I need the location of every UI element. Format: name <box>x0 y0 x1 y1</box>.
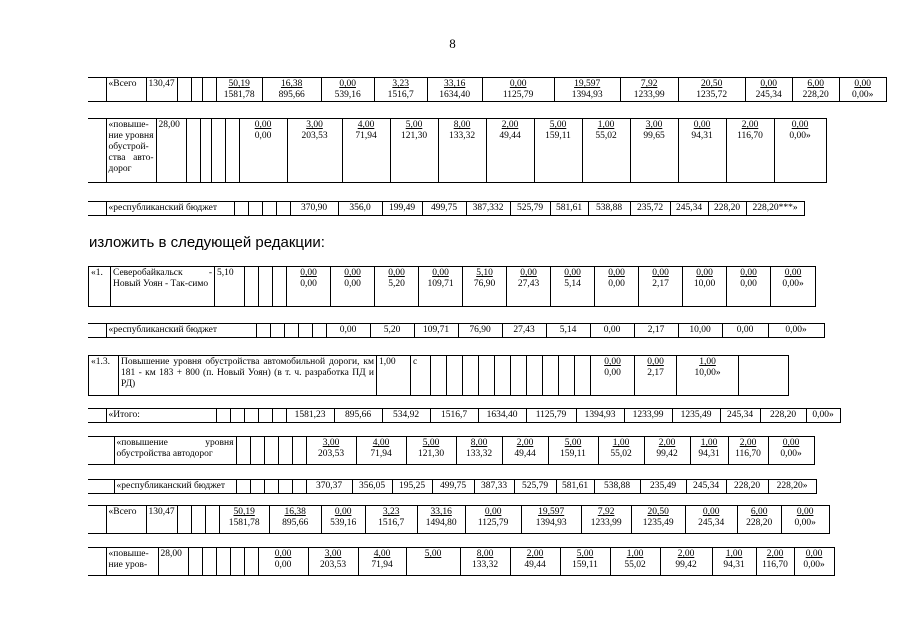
value-cell: 2,00 116,70 <box>756 548 794 576</box>
value-cell: 0,00 2,17 <box>639 267 683 307</box>
value-cell: 19,597 1394,93 <box>521 506 581 534</box>
blank-cell <box>191 78 202 102</box>
blank-cell <box>543 356 559 396</box>
value-cell: 199,49 <box>382 202 422 216</box>
value-cell: 195,25 <box>392 480 432 494</box>
blank-cell <box>88 119 106 183</box>
value-cell: 2,17 <box>634 324 678 338</box>
value-cell: 0,00» <box>768 324 824 338</box>
value-cell: 0,00 <box>722 324 768 338</box>
blank-cell <box>230 409 244 423</box>
blank-cell <box>256 324 270 338</box>
blank-cell <box>236 480 250 494</box>
new-improvement-table-2 <box>88 547 835 576</box>
value-cell: 0,00 0,00» <box>839 78 886 102</box>
value-cell: 1,00 10,00» <box>677 356 739 396</box>
blank-cell <box>88 506 106 534</box>
row-amount: 130,47 <box>146 506 177 534</box>
value-cell: 0,00 94,31 <box>678 119 726 183</box>
row-amount: 5,10 <box>215 267 245 307</box>
value-cell: 5,00 159,11 <box>534 119 582 183</box>
value-cell: 228,20 <box>760 409 806 423</box>
value-cell: 50,19 1581,78 <box>216 78 262 102</box>
value-cell: 1581,23 <box>286 409 334 423</box>
blank-cell <box>88 480 114 494</box>
new-improvement-table <box>88 436 815 465</box>
row-label: «Итого: <box>106 409 216 423</box>
value-cell: 6,00 228,20 <box>737 506 781 534</box>
row-label: «республиканский бюджет <box>114 480 236 494</box>
value-cell: 0,00 0,00» <box>768 437 814 465</box>
blank-cell <box>575 356 591 396</box>
value-cell: 5,14 <box>546 324 590 338</box>
value-cell: 3,00 99,65 <box>630 119 678 183</box>
value-cell: 2,00 49,44 <box>502 437 548 465</box>
blank-cell <box>479 356 495 396</box>
new-budget-table-1 <box>88 323 825 338</box>
value-cell: 356,05 <box>352 480 392 494</box>
blank-cell <box>225 119 239 183</box>
value-cell: 387,332 <box>466 202 510 216</box>
value-cell: 2,00 99,42 <box>644 437 690 465</box>
blank-cell <box>177 506 191 534</box>
blank-cell <box>244 548 258 576</box>
blank-cell <box>273 267 287 307</box>
row-label: «повыше-ние уров- <box>106 548 158 576</box>
value-cell: 0,00 0,00» <box>781 506 829 534</box>
blank-cell <box>205 506 219 534</box>
value-cell: 0,00 <box>326 324 370 338</box>
value-cell: 228,20 <box>708 202 746 216</box>
instruction-heading: изложить в следующей редакции: <box>89 234 325 251</box>
blank-cell <box>188 548 202 576</box>
value-cell: 2,00 49,44 <box>486 119 534 183</box>
new-budget-table-2 <box>88 479 817 494</box>
value-cell: 0,00 2,17 <box>635 356 677 396</box>
value-cell: 235,49 <box>640 480 686 494</box>
row-label: «республиканский бюджет <box>106 202 234 216</box>
value-cell: 228,20***» <box>746 202 804 216</box>
value-cell: 0,00 0,00 <box>287 267 331 307</box>
blank-cell <box>234 202 248 216</box>
value-cell: 2,00 99,42 <box>660 548 712 576</box>
value-cell: 5,20 <box>370 324 414 338</box>
value-cell: 3,00 203,53 <box>287 119 342 183</box>
blank-cell <box>250 480 264 494</box>
value-cell: 525,79 <box>510 202 550 216</box>
value-cell: 499,75 <box>422 202 466 216</box>
value-cell: 538,88 <box>594 480 640 494</box>
row-label: Повышение уровня обустройства автомобильной дороги, км 181 - км 183 + 800 (п. Новый Уоян) (в т. ч. разработка ПД и РД) <box>119 356 377 396</box>
blank-cell <box>88 324 106 338</box>
old-improvement-table <box>88 118 827 183</box>
row-label: «повышение уровня обустройства автодорог <box>114 437 236 465</box>
row-label: «Всего <box>106 78 146 102</box>
value-cell: 0,00 1125,79 <box>482 78 554 102</box>
blank-cell <box>236 437 250 465</box>
blank-cell <box>88 409 106 423</box>
row-amount: 1,00 <box>377 356 411 396</box>
value-cell: 895,66 <box>334 409 382 423</box>
blank-cell <box>248 202 262 216</box>
blank-cell <box>272 409 286 423</box>
blank-cell <box>88 202 106 216</box>
value-cell: 5,00 121,30 <box>390 119 438 183</box>
blank-cell <box>292 437 306 465</box>
value-cell: 4,00 71,94 <box>342 119 390 183</box>
value-cell: 4,00 71,94 <box>356 437 406 465</box>
value-cell: 5,10 76,90 <box>463 267 507 307</box>
blank-cell <box>312 324 326 338</box>
value-cell: 356,0 <box>338 202 382 216</box>
value-cell: 1394,93 <box>576 409 624 423</box>
value-cell: 8,00 133,32 <box>460 548 510 576</box>
blank-cell <box>186 119 200 183</box>
row-label: «республиканский бюджет <box>106 324 256 338</box>
value-cell: 3,00 203,53 <box>308 548 358 576</box>
value-cell: 10,00 <box>678 324 722 338</box>
blank-cell <box>262 202 276 216</box>
row-number: «1.3. <box>89 356 119 396</box>
value-cell: 6,00 228,20 <box>792 78 839 102</box>
value-cell: 16,38 895,66 <box>269 506 321 534</box>
value-cell: 109,71 <box>414 324 458 338</box>
value-cell: 0,00 5,20 <box>375 267 419 307</box>
value-cell: 0,00 245,34 <box>685 506 737 534</box>
blank-cell <box>200 119 211 183</box>
value-cell: 2,00 116,70 <box>726 119 774 183</box>
value-cell: 1,00 55,02 <box>582 119 630 183</box>
blank-cell <box>284 324 298 338</box>
value-cell: 0,00 10,00 <box>683 267 727 307</box>
value-cell: 0,00 0,00 <box>591 356 635 396</box>
value-cell: 76,90 <box>458 324 502 338</box>
value-cell: 534,92 <box>382 409 430 423</box>
blank-cell <box>527 356 543 396</box>
blank-cell <box>216 548 230 576</box>
value-cell: 0,00 0,00» <box>771 267 816 307</box>
blank-cell <box>298 324 312 338</box>
row-amount: 28,00 <box>156 119 186 183</box>
value-cell: 2,00 49,44 <box>510 548 560 576</box>
value-cell: 245,34 <box>670 202 708 216</box>
value-cell: 8,00 133,32 <box>438 119 486 183</box>
value-cell: 1,00 94,31 <box>712 548 756 576</box>
blank-cell <box>258 409 272 423</box>
blank-cell <box>463 356 479 396</box>
value-cell: 235,72 <box>630 202 670 216</box>
value-cell: 8,00 133,32 <box>456 437 502 465</box>
value-cell: 4,00 71,94 <box>358 548 406 576</box>
value-cell: 0,00 109,71 <box>419 267 463 307</box>
value-cell: 5,00 159,11 <box>548 437 598 465</box>
page-number: 8 <box>449 36 456 51</box>
value-cell: 19,597 1394,93 <box>554 78 620 102</box>
new-road-row-table <box>88 266 816 307</box>
value-cell: 7,92 1233,99 <box>620 78 678 102</box>
value-cell: 0,00 0,00 <box>727 267 771 307</box>
value-cell: 3,23 1516,7 <box>365 506 417 534</box>
value-cell: 1516,7 <box>430 409 478 423</box>
value-cell: 0,00 0,00 <box>331 267 375 307</box>
blank-cell <box>230 548 244 576</box>
value-cell: 5,00 <box>406 548 460 576</box>
blank-cell <box>495 356 511 396</box>
value-cell: 245,34 <box>720 409 760 423</box>
value-cell: 50,19 1581,78 <box>219 506 269 534</box>
blank-cell <box>216 409 230 423</box>
value-cell: 20,50 1235,49 <box>631 506 685 534</box>
blank-cell <box>431 356 447 396</box>
value-cell: 0,00 0,00 <box>258 548 308 576</box>
value-cell: 0,00 0,00» <box>774 119 826 183</box>
row-label: «Всего <box>106 506 146 534</box>
value-cell: 0,00» <box>806 409 840 423</box>
blank-cell <box>88 437 114 465</box>
value-cell: 0,00 0,00 <box>595 267 639 307</box>
value-cell: 0,00 245,34 <box>745 78 792 102</box>
value-cell: 499,75 <box>432 480 474 494</box>
value-cell: 27,43 <box>502 324 546 338</box>
value-cell: 5,00 121,30 <box>406 437 456 465</box>
blank-cell <box>245 267 259 307</box>
value-cell: 16,38 895,66 <box>262 78 321 102</box>
value-cell: 228,20 <box>726 480 768 494</box>
value-cell: 1,00 94,31 <box>690 437 728 465</box>
row-amount: 130,47 <box>146 78 177 102</box>
blank-cell <box>88 78 106 102</box>
value-cell: 581,61 <box>556 480 594 494</box>
row-amount: 28,00 <box>158 548 188 576</box>
value-cell: 1634,40 <box>478 409 526 423</box>
value-cell: 5,00 159,11 <box>560 548 610 576</box>
value-cell: 581,61 <box>550 202 588 216</box>
blank-cell <box>278 437 292 465</box>
value-cell: 0,00 27,43 <box>507 267 551 307</box>
old-total-table <box>88 77 887 102</box>
blank-cell <box>278 480 292 494</box>
blank-cell <box>244 409 258 423</box>
value-cell: 0,00 539,16 <box>321 78 374 102</box>
blank-cell <box>270 324 284 338</box>
blank-cell <box>259 267 273 307</box>
blank-cell <box>264 480 278 494</box>
value-cell: 1125,79 <box>526 409 576 423</box>
value-cell: 33,16 1634,40 <box>427 78 482 102</box>
row-flag: с <box>411 356 431 396</box>
value-cell: 7,92 1233,99 <box>581 506 631 534</box>
blank-cell <box>202 548 216 576</box>
value-cell: 387,33 <box>474 480 514 494</box>
value-cell: 1,00 55,02 <box>598 437 644 465</box>
value-cell: 0,00 0,00» <box>794 548 834 576</box>
blank-cell <box>511 356 527 396</box>
value-cell: 370,37 <box>306 480 352 494</box>
blank-cell <box>276 202 290 216</box>
value-cell: 1235,49 <box>672 409 720 423</box>
value-cell: 0,00 1125,79 <box>465 506 521 534</box>
row-number: «1. <box>89 267 111 307</box>
blank-cell <box>177 78 191 102</box>
old-budget-table <box>88 201 805 216</box>
blank-cell <box>250 437 264 465</box>
value-cell: 0,00 <box>590 324 634 338</box>
value-cell: 1233,99 <box>624 409 672 423</box>
value-cell: 0,00 539,16 <box>321 506 365 534</box>
value-cell: 370,90 <box>290 202 338 216</box>
value-cell: 2,00 116,70 <box>728 437 768 465</box>
new-total-table <box>88 505 830 534</box>
blank-cell <box>292 480 306 494</box>
value-cell: 3,00 203,53 <box>306 437 356 465</box>
value-cell: 525,79 <box>514 480 556 494</box>
row-label: Северобайкальск - Новый Уоян - Так-симо <box>111 267 215 307</box>
value-cell: 245,34 <box>686 480 726 494</box>
blank-cell <box>88 548 106 576</box>
blank-cell <box>202 78 216 102</box>
blank-cell <box>559 356 575 396</box>
new-subitem-table <box>88 355 789 396</box>
blank-cell <box>739 356 789 396</box>
new-subtotal-table <box>88 408 841 423</box>
value-cell: 0,00 0,00 <box>239 119 287 183</box>
value-cell: 538,88 <box>588 202 630 216</box>
value-cell: 1,00 55,02 <box>610 548 660 576</box>
blank-cell <box>447 356 463 396</box>
value-cell: 0,00 5,14 <box>551 267 595 307</box>
value-cell: 33,16 1494,80 <box>417 506 465 534</box>
row-label: «повыше-ние уровня обустрой-ства авто-дорог <box>106 119 156 183</box>
blank-cell <box>191 506 205 534</box>
value-cell: 228,20» <box>768 480 816 494</box>
value-cell: 20,50 1235,72 <box>678 78 745 102</box>
value-cell: 3,23 1516,7 <box>374 78 427 102</box>
blank-cell <box>211 119 225 183</box>
blank-cell <box>264 437 278 465</box>
